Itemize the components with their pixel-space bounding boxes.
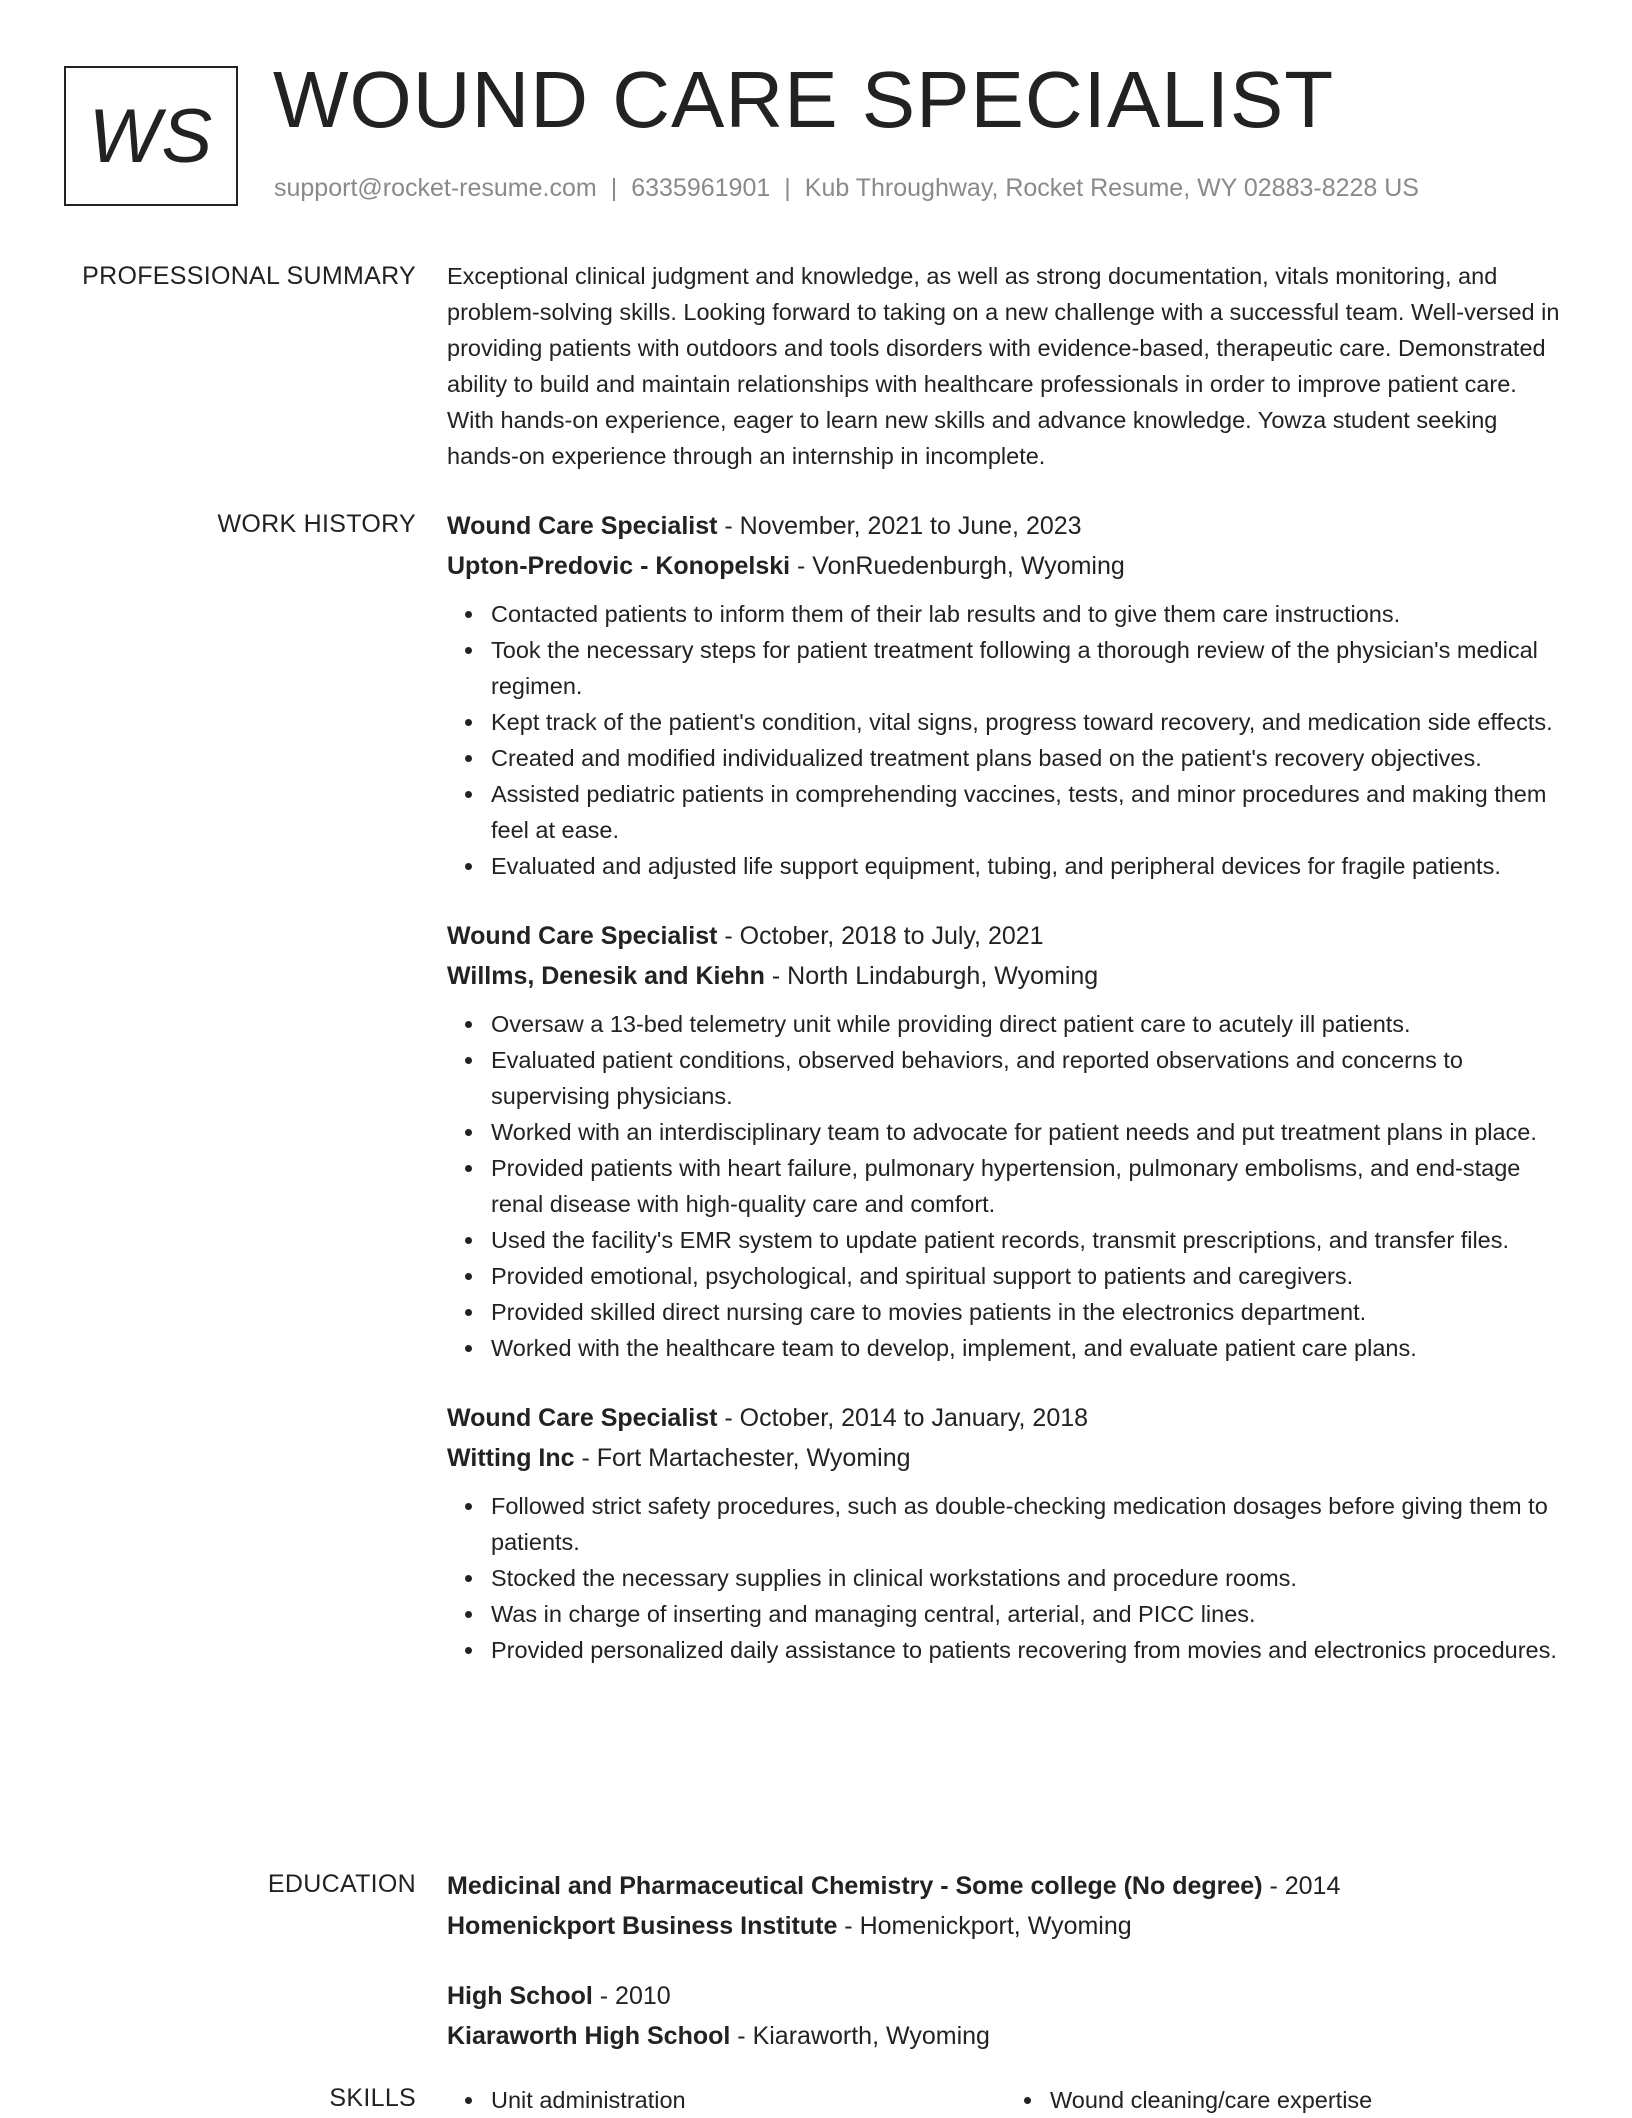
skills-grid: [447, 2082, 1565, 2118]
skill-item: Unit administration: [491, 2082, 1006, 2118]
job-company: Upton-Predovic - Konopelski: [447, 552, 791, 580]
job-title: Wound Care Specialist: [447, 1404, 718, 1432]
section-label-education: EDUCATION: [267, 1870, 416, 1898]
education-entry: [447, 1866, 1565, 1946]
job-bullet: Used the facility's EMR system to update patient records, transmit prescriptions, and transfer files.: [491, 1222, 1565, 1258]
job-company-line: [447, 546, 1565, 586]
contact-line: [274, 174, 1419, 203]
skills-column-left: [447, 2082, 1006, 2118]
job-dates: - November, 2021 to June, 2023: [717, 512, 1082, 540]
education-degree-line: [447, 1976, 1565, 2016]
skills-column-right: [1006, 2082, 1565, 2118]
job-bullet: Worked with an interdisciplinary team to advocate for patient needs and put treatment plans in place.: [491, 1114, 1565, 1150]
job-entry: [447, 1398, 1565, 1668]
section-label-skills: SKILLS: [329, 2084, 416, 2112]
section-label-work-history: WORK HISTORY: [217, 510, 416, 538]
education-year: - 2010: [592, 1982, 671, 2010]
section-label-summary: PROFESSIONAL SUMMARY: [82, 262, 416, 290]
job-bullet: Stocked the necessary supplies in clinical workstations and procedure rooms.: [491, 1560, 1565, 1596]
job-entry: [447, 916, 1565, 1366]
job-dates: - October, 2018 to July, 2021: [717, 922, 1044, 950]
job-dates: - October, 2014 to January, 2018: [717, 1404, 1089, 1432]
job-bullets: [447, 1488, 1565, 1668]
contact-address: Kub Throughway, Rocket Resume, WY 02883-8228 US: [804, 174, 1419, 202]
job-title-line: [447, 1398, 1565, 1438]
job-bullet: Provided patients with heart failure, pulmonary hypertension, pulmonary embolisms, and end-stage renal disease with high-quality care and comfort.: [491, 1150, 1565, 1222]
education-school: Kiaraworth High School: [447, 2022, 731, 2050]
education-location: - Kiaraworth, Wyoming: [730, 2022, 990, 2050]
job-bullet: Oversaw a 13-bed telemetry unit while providing direct patient care to acutely ill patients.: [491, 1006, 1565, 1042]
job-bullet: Evaluated patient conditions, observed behaviors, and reported observations and concerns to supervising physicians.: [491, 1042, 1565, 1114]
job-bullet: Provided personalized daily assistance to patients recovering from movies and electronics procedures.: [491, 1632, 1565, 1668]
education-school-line: [447, 2016, 1565, 2056]
job-company-line: [447, 1438, 1565, 1478]
job-title: Wound Care Specialist: [447, 922, 718, 950]
education-body: [447, 1866, 1565, 2086]
job-bullet: Assisted pediatric patients in comprehending vaccines, tests, and minor procedures and making them feel at ease.: [491, 776, 1565, 848]
job-bullets: [447, 596, 1565, 884]
job-company-line: [447, 956, 1565, 996]
job-company: Witting Inc: [447, 1444, 575, 1472]
job-location: - North Lindaburgh, Wyoming: [764, 962, 1099, 990]
job-bullet: Kept track of the patient's condition, vital signs, progress toward recovery, and medication side effects.: [491, 704, 1565, 740]
summary-body: [447, 258, 1565, 474]
job-location: - VonRuedenburgh, Wyoming: [790, 552, 1125, 580]
job-bullet: Evaluated and adjusted life support equipment, tubing, and peripheral devices for fragile patients.: [491, 848, 1565, 884]
education-degree: High School: [447, 1982, 593, 2010]
job-bullet: Followed strict safety procedures, such as double-checking medication dosages before giving them to patients.: [491, 1488, 1565, 1560]
job-bullet: Provided emotional, psychological, and spiritual support to patients and caregivers.: [491, 1258, 1565, 1294]
job-bullets: [447, 1006, 1565, 1366]
job-title-line: [447, 916, 1565, 956]
monogram-logo: WS: [64, 66, 238, 206]
job-title-line: [447, 506, 1565, 546]
summary-text: Exceptional clinical judgment and knowledge, as well as strong documentation, vitals monitoring, and problem-solving skills. Looking forward to taking on a new challenge with a successful team. Well-versed in providing patients with outdoors and tools disorders with evidence-based, therapeutic care. Demonstrated ability to build and maintain relationships with healthcare professionals in order to improve patient care. With hands-on experience, eager to learn new skills and advance knowledge. Yowza student seeking hands-on experience through an internship in incomplete.: [447, 263, 1560, 469]
education-degree: Medicinal and Pharmaceutical Chemistry - Some college (No degree): [447, 1872, 1263, 1900]
education-school-line: [447, 1906, 1565, 1946]
skill-item: Wound cleaning/care expertise: [1050, 2082, 1565, 2118]
job-location: - Fort Martachester, Wyoming: [574, 1444, 911, 1472]
job-bullet: Was in charge of inserting and managing central, arterial, and PICC lines.: [491, 1596, 1565, 1632]
contact-separator: |: [784, 174, 791, 202]
education-entry: [447, 1976, 1565, 2056]
job-title: Wound Care Specialist: [447, 512, 718, 540]
job-bullet: Created and modified individualized treatment plans based on the patient's recovery objectives.: [491, 740, 1565, 776]
contact-separator: |: [610, 174, 618, 202]
job-bullet: Worked with the healthcare team to develop, implement, and evaluate patient care plans.: [491, 1330, 1565, 1366]
resume-title: WOUND CARE SPECIALIST: [273, 55, 1335, 144]
education-year: - 2014: [1262, 1872, 1341, 1900]
contact-phone[interactable]: 6335961901: [631, 174, 771, 202]
education-school: Homenickport Business Institute: [447, 1912, 838, 1940]
job-bullet: Provided skilled direct nursing care to movies patients in the electronics department.: [491, 1294, 1565, 1330]
education-degree-line: [447, 1866, 1565, 1906]
job-company: Willms, Denesik and Kiehn: [447, 962, 765, 990]
job-entry: [447, 506, 1565, 884]
education-location: - Homenickport, Wyoming: [837, 1912, 1132, 1940]
contact-email[interactable]: support@rocket-resume.com: [274, 174, 597, 202]
skills-body: [447, 2082, 1565, 2118]
job-bullet: Contacted patients to inform them of their lab results and to give them care instructions.: [491, 596, 1565, 632]
work-history-body: [447, 506, 1565, 1700]
job-bullet: Took the necessary steps for patient treatment following a thorough review of the physician's medical regimen.: [491, 632, 1565, 704]
